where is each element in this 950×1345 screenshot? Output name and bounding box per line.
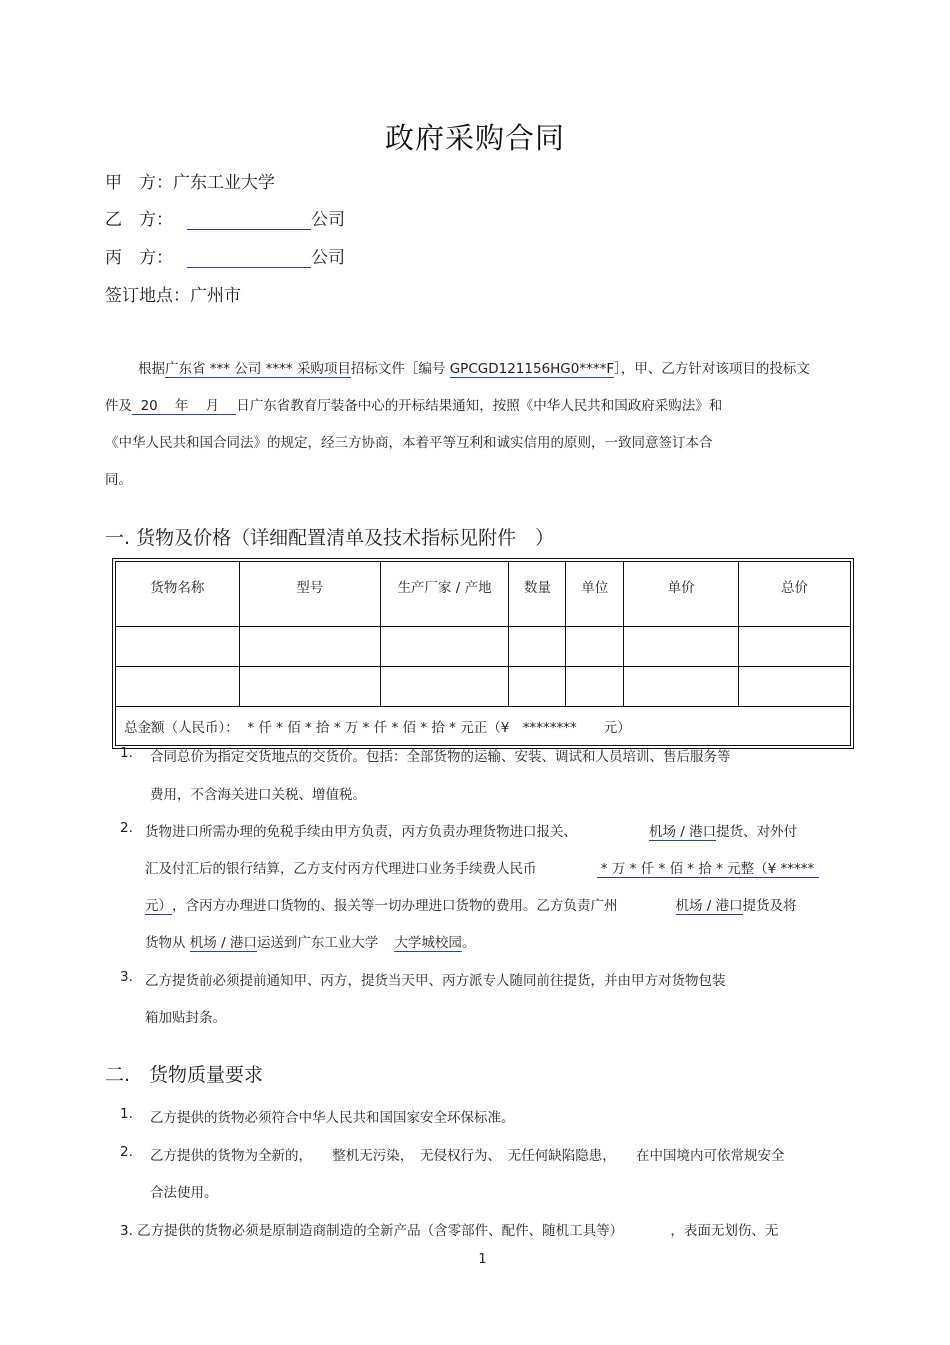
intro-text: 件及 — [105, 398, 132, 414]
item-1-number: 1. — [120, 745, 133, 761]
table-cell[interactable] — [739, 667, 851, 707]
quality-item-2-line-1: 乙方提供的货物为全新的， 整机无污染， 无侵权行为、 无任何缺陷隐患， 在中国境内可依常规安全 — [150, 1148, 785, 1164]
intro-line-4: 同。 — [105, 472, 132, 488]
table-cell[interactable] — [509, 627, 566, 667]
table-cell[interactable] — [380, 667, 509, 707]
signing-place — [105, 281, 241, 306]
intro-text: 招标文件［编号 — [350, 361, 446, 377]
agency-fee-field[interactable]: * 万 * 仟 * 佰 * 拾 * 元整（¥ ***** — [597, 857, 819, 878]
section-2-heading: 二. 货物质量要求 — [105, 1064, 264, 1086]
item-2-line-2 — [145, 857, 819, 878]
table-cell[interactable] — [566, 627, 624, 667]
goods-price-table — [115, 561, 851, 746]
tender-code-field[interactable]: GPCGD121156HG0****F — [449, 361, 615, 377]
party-bing — [105, 243, 345, 268]
port-field[interactable]: 机场 / 港口 — [190, 931, 257, 952]
col-header-maker: 生产厂家 / 产地 — [380, 562, 509, 627]
agency-fee-field-end[interactable]: 元） — [145, 894, 172, 915]
col-header-total-price: 总价 — [739, 562, 851, 627]
table-cell[interactable] — [239, 627, 380, 667]
page-title: 政府采购合同 — [384, 121, 565, 155]
table-row — [116, 627, 851, 667]
table-total-row — [116, 707, 851, 746]
table-cell[interactable] — [624, 627, 739, 667]
quality-item-1: 乙方提供的货物必须符合中华人民共和国国家安全环保标准。 — [150, 1110, 515, 1126]
intro-line-2 — [105, 394, 722, 415]
item-text: 提货及将 — [742, 898, 797, 914]
item-3-number: 3. — [120, 969, 133, 985]
port-field[interactable]: 机场 / 港口 — [649, 820, 716, 841]
quality-item-3-line-1: 3. 乙方提供的货物必须是原制造商制造的全新产品（含零部件、配件、随机工具等） ，表面无划伤、无 — [120, 1223, 779, 1239]
party-bing-suffix: 公司 — [311, 248, 345, 268]
table-row — [116, 667, 851, 707]
party-jia-label: 甲 方： — [105, 173, 173, 193]
item-text: 运送到广东工业大学 — [256, 935, 379, 951]
intro-text: 根据 — [138, 361, 165, 377]
quality-item-2-number: 2. — [120, 1144, 133, 1160]
signing-place-value: 广州市 — [190, 286, 241, 306]
item-text: ，含丙方办理进口货物的、报关等一切办理进口货物的费用。乙方负责广州 — [172, 898, 618, 914]
section-1-heading: 一. 货物及价格（详细配置清单及技术指标见附件 ） — [105, 527, 555, 549]
col-header-unit-price: 单价 — [624, 562, 739, 627]
party-jia-value: 广东工业大学 — [173, 173, 275, 193]
table-cell[interactable] — [116, 627, 240, 667]
intro-line-1 — [138, 357, 810, 378]
intro-line-3: 《中华人民共和国合同法》的规定，经三方协商，本着平等互利和诚实信用的原则，一致同意签订本合 — [105, 435, 713, 451]
table-cell[interactable] — [509, 667, 566, 707]
intro-text: 日广东省教育厅装备中心的开标结果通知，按照《中华人民共和国政府采购法》和 — [236, 398, 723, 414]
col-header-unit: 单位 — [566, 562, 624, 627]
item-2-line-1 — [145, 820, 797, 841]
party-jia — [105, 168, 275, 193]
table-cell[interactable] — [116, 667, 240, 707]
page-number: 1 — [478, 1252, 487, 1267]
item-text: 。 — [461, 935, 476, 951]
table-cell[interactable] — [239, 667, 380, 707]
intro-text: ］，甲、乙方针对该项目的投标文 — [614, 361, 810, 377]
port-field[interactable]: 机场 / 港口 — [676, 894, 743, 915]
item-3-line-1: 乙方提货前必须提前通知甲、丙方，提货当天甲、丙方派专人随同前往提货，并由甲方对货物包装 — [145, 973, 726, 989]
party-yi-suffix: 公司 — [311, 210, 345, 230]
party-yi-label: 乙 方： — [105, 210, 173, 230]
item-text: 汇及付汇后的银行结算，乙方支付丙方代理进口业务手续费人民币 — [145, 861, 537, 877]
project-name-field[interactable]: 广东省 *** 公司 **** 采购项目 — [165, 357, 351, 378]
table-header-row — [116, 562, 851, 627]
item-3-line-2: 箱加贴封条。 — [145, 1010, 226, 1026]
table-cell[interactable] — [566, 667, 624, 707]
table-cell[interactable] — [739, 627, 851, 667]
date-field[interactable]: 20 年 月 — [132, 394, 236, 415]
table-cell[interactable] — [624, 667, 739, 707]
party-bing-label: 丙 方： — [105, 248, 173, 268]
total-amount-cell[interactable]: 总金额（人民币）： * 仟 * 佰 * 拾 * 万 * 仟 * 佰 * 拾 * 元正（¥ ******** 元） — [116, 707, 851, 746]
col-header-name: 货物名称 — [116, 562, 240, 627]
item-1-line-1: 合同总价为指定交货地点的交货价。包括：全部货物的运输、安装、调试和人员培训、售后服务等 — [150, 749, 731, 765]
party-bing-blank[interactable] — [187, 251, 311, 268]
party-yi — [105, 205, 345, 230]
table-cell[interactable] — [380, 627, 509, 667]
quality-item-2-line-2: 合法使用。 — [150, 1185, 218, 1201]
party-yi-blank[interactable] — [187, 213, 311, 230]
item-text: 货物进口所需办理的免税手续由甲方负责，丙方负责办理货物进口报关、 — [145, 824, 577, 840]
item-2-line-4 — [145, 931, 475, 952]
quality-item-1-number: 1. — [120, 1106, 133, 1122]
item-2-line-3 — [145, 894, 797, 915]
item-text: 货物从 — [145, 935, 186, 951]
campus-field[interactable]: 大学城校园 — [394, 931, 462, 952]
col-header-qty: 数量 — [509, 562, 566, 627]
item-text: 提货、对外付 — [716, 824, 798, 840]
signing-place-label: 签订地点： — [105, 286, 190, 306]
col-header-model: 型号 — [239, 562, 380, 627]
item-1-line-2: 费用，不含海关进口关税、增值税。 — [150, 787, 366, 803]
item-2-number: 2. — [120, 820, 133, 836]
